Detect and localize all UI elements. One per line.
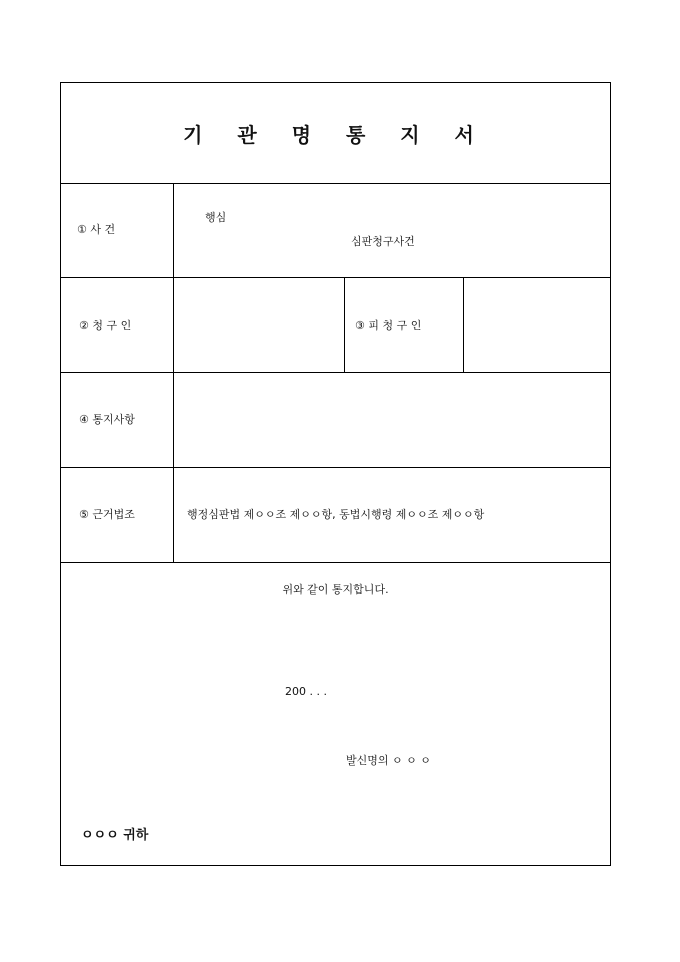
notice-items-label: ④ 통지사항	[79, 413, 135, 426]
claimant-label: ② 청 구 인	[79, 319, 132, 332]
row-divider	[61, 277, 610, 278]
issue-date: 200 . . .	[285, 685, 327, 698]
row-divider	[61, 467, 610, 468]
addressee: ㅇㅇㅇ 귀하	[81, 828, 149, 843]
document-title: 기 관 명 통 지 서	[183, 123, 488, 147]
row-divider	[61, 183, 610, 184]
legal-basis-value: 행정심판법 제ㅇㅇ조 제ㅇㅇ항, 동법시행령 제ㅇㅇ조 제ㅇㅇ항	[187, 508, 485, 521]
respondent-divider	[463, 277, 464, 372]
row-divider	[61, 562, 610, 563]
legal-basis-label: ⑤ 근거법조	[79, 508, 135, 521]
case-value-line2: 심판청구사건	[351, 235, 415, 248]
row-divider	[61, 372, 610, 373]
notice-form	[60, 82, 611, 866]
respondent-label: ③ 피 청 구 인	[355, 319, 422, 332]
label-column-divider	[173, 183, 174, 562]
case-value-line1: 행심	[205, 211, 227, 224]
sender-name: 발신명의 ㅇ ㅇ ㅇ	[346, 754, 431, 767]
notice-statement: 위와 같이 통지합니다.	[282, 583, 389, 596]
claimant-divider	[344, 277, 345, 372]
case-label: ① 사 건	[77, 223, 116, 236]
